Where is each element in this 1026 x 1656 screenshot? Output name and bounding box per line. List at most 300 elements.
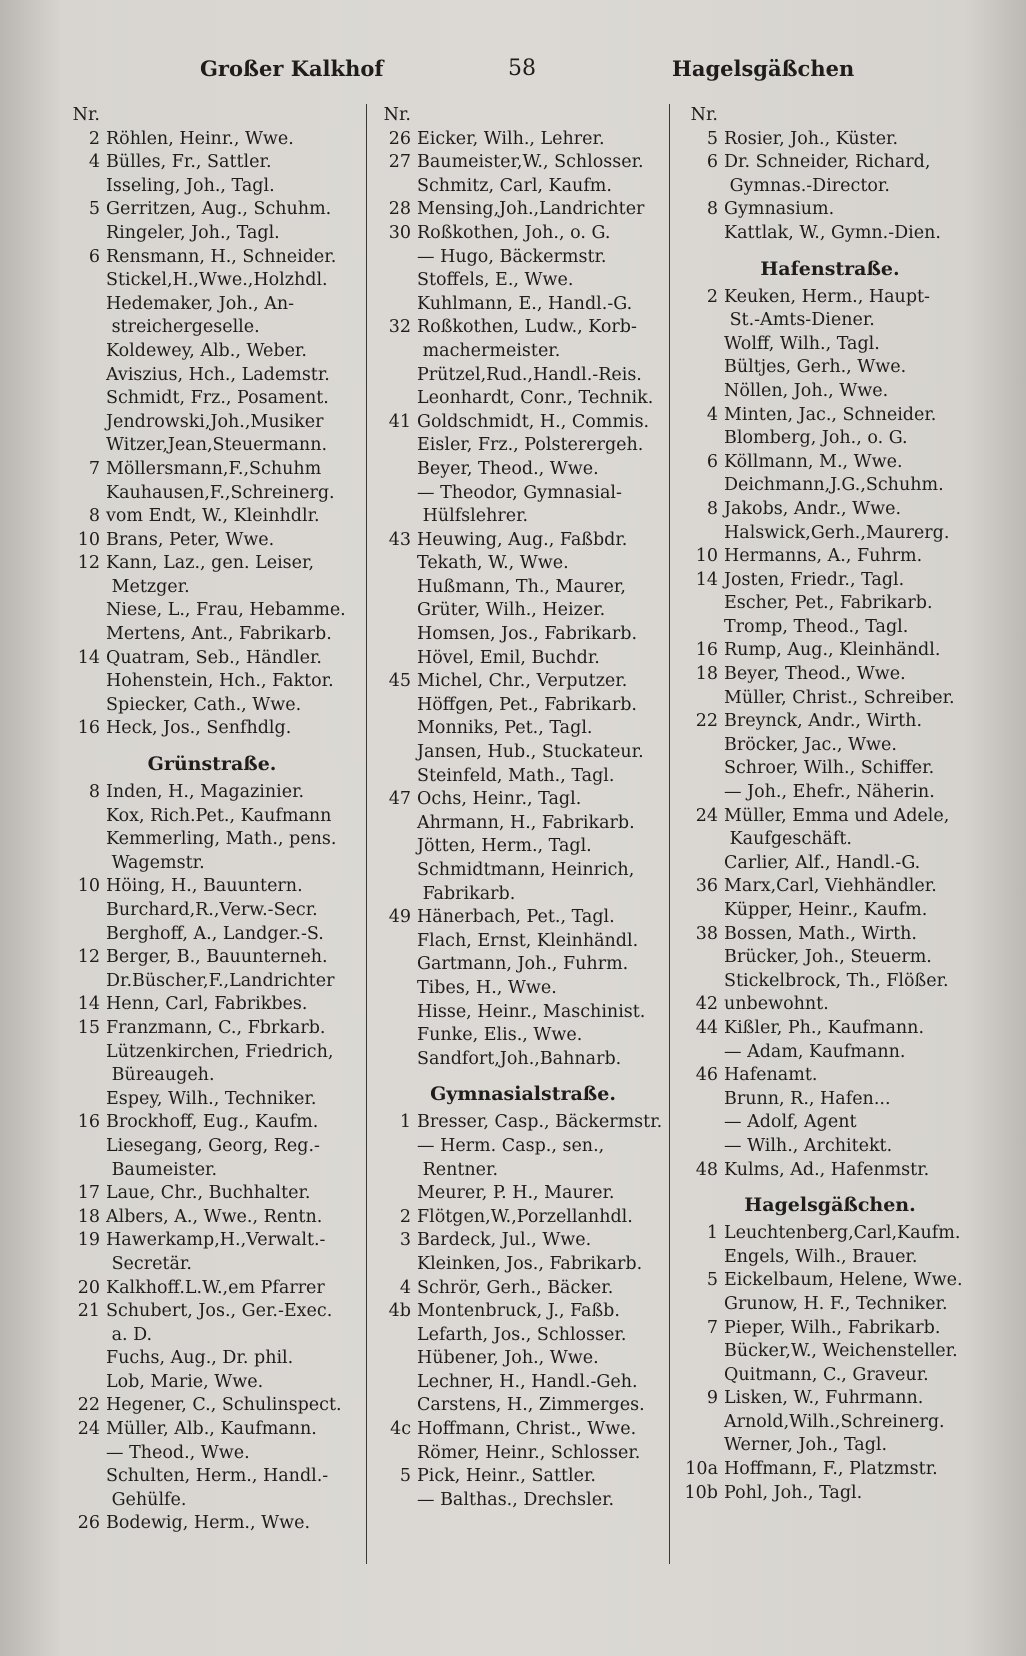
- directory-entry: [373, 670, 673, 694]
- directory-entry: [373, 883, 673, 907]
- resident-entry: — Hugo, Bäckermstr.: [417, 246, 607, 267]
- house-number: 3: [399, 1230, 411, 1251]
- house-number: 4c: [390, 1419, 411, 1440]
- resident-entry: Blomberg, Joh., o. G.: [724, 428, 908, 449]
- resident-entry: Rump, Aug., Kleinhändl.: [724, 640, 941, 661]
- resident-entry: Kann, Laz., gen. Leiser,: [106, 553, 315, 574]
- directory-entry: [373, 222, 673, 246]
- street-heading: Grünstraße.: [147, 753, 277, 776]
- directory-entry: [62, 1111, 362, 1135]
- directory-entry: [373, 1442, 673, 1466]
- house-number: 7: [706, 1317, 718, 1338]
- house-number: 14: [77, 994, 100, 1015]
- directory-entry: [373, 1489, 673, 1513]
- directory-entry: [373, 694, 673, 718]
- resident-entry: Schmitz, Carl, Kaufm.: [417, 175, 612, 196]
- resident-entry: Isseling, Joh., Tagl.: [106, 175, 275, 196]
- house-number: 14: [695, 569, 718, 590]
- directory-entry: [373, 1001, 673, 1025]
- directory-entry: [373, 505, 673, 529]
- directory-entry: [373, 1371, 673, 1395]
- resident-entry: Rentner.: [417, 1159, 499, 1180]
- directory-entry: [62, 1489, 362, 1513]
- resident-entry: Steinfeld, Math., Tagl.: [417, 765, 615, 786]
- resident-entry: Hedemaker, Joh., An-: [106, 293, 295, 314]
- resident-entry: Kemmerling, Math., pens.: [106, 829, 337, 850]
- directory-entry: [680, 639, 980, 663]
- directory-entry: [373, 1253, 673, 1277]
- house-number: Nr.: [690, 105, 718, 125]
- resident-entry: Jendrowski,Joh.,Musiker: [106, 411, 324, 432]
- directory-entry: [680, 1317, 980, 1341]
- resident-entry: Jakobs, Andr., Wwe.: [724, 498, 902, 519]
- resident-entry: Kalkhoff.L.W.,em Pfarrer: [106, 1277, 325, 1298]
- resident-entry: Kißler, Ph., Kaufmann.: [724, 1017, 925, 1038]
- resident-entry: — Joh., Ehefr., Näherin.: [724, 782, 935, 803]
- directory-entry: [680, 427, 980, 451]
- directory-entry: [373, 576, 673, 600]
- directory-entry: [62, 505, 362, 529]
- directory-entry: [62, 599, 362, 623]
- house-number: 22: [695, 711, 718, 732]
- page-header: [0, 56, 1026, 96]
- directory-entry: [373, 411, 673, 435]
- directory-entry: [62, 1041, 362, 1065]
- resident-entry: Hoffmann, F., Platzmstr.: [724, 1459, 938, 1480]
- resident-entry: Schroer, Wilh., Schiffer.: [724, 758, 935, 779]
- resident-entry: Leuchtenberg,Carl,Kaufm.: [724, 1223, 961, 1244]
- resident-entry: Pick, Heinr., Sattler.: [417, 1466, 596, 1487]
- resident-entry: Josten, Friedr., Tagl.: [724, 569, 905, 590]
- directory-entry: [62, 781, 362, 805]
- directory-entry: [62, 222, 362, 246]
- directory-entry: [62, 1064, 362, 1088]
- directory-entry: [373, 151, 673, 175]
- resident-entry: Rosier, Joh., Küster.: [724, 128, 899, 149]
- directory-entry: [680, 198, 980, 222]
- resident-entry: — Theod., Wwe.: [106, 1442, 250, 1463]
- directory-entry: [62, 647, 362, 671]
- resident-entry: Lechner, H., Handl.-Geh.: [417, 1371, 638, 1392]
- resident-entry: a. D.: [106, 1324, 153, 1345]
- resident-entry: Stoffels, E., Wwe.: [417, 270, 574, 291]
- directory-entry: [62, 316, 362, 340]
- house-number: 5: [399, 1466, 411, 1487]
- resident-entry: Witzer,Jean,Steuermann.: [106, 435, 328, 456]
- resident-entry: Grüter, Wilh., Heizer.: [417, 600, 606, 621]
- resident-entry: Meurer, P. H., Maurer.: [417, 1183, 615, 1204]
- directory-entry: [62, 482, 362, 506]
- directory-entry: [373, 1394, 673, 1418]
- resident-entry: Bültjes, Gerh., Wwe.: [724, 357, 907, 378]
- resident-entry: Homsen, Jos., Fabrikarb.: [417, 624, 638, 645]
- house-number: 16: [77, 718, 100, 739]
- house-number: 32: [388, 317, 411, 338]
- directory-entry: [680, 151, 980, 175]
- header-right-street: Hagelsgäßchen: [672, 56, 855, 81]
- directory-entry: [62, 198, 362, 222]
- house-number: 24: [695, 805, 718, 826]
- resident-entry: Kuhlmann, E., Handl.-G.: [417, 293, 633, 314]
- resident-entry: Heck, Jos., Senfhdlg.: [106, 718, 292, 739]
- directory-entry: [373, 599, 673, 623]
- resident-entry: Hermanns, A., Fuhrm.: [724, 546, 923, 567]
- directory-entry: [680, 687, 980, 711]
- house-number: 5: [706, 128, 718, 149]
- directory-entry: [680, 333, 980, 357]
- resident-entry: Jansen, Hub., Stuckateur.: [417, 742, 644, 763]
- directory-entry: [62, 246, 362, 270]
- house-number: Nr.: [72, 105, 100, 125]
- directory-entry: [62, 1017, 362, 1041]
- resident-entry: Beyer, Theod., Wwe.: [417, 458, 599, 479]
- resident-entry: Kauhausen,F.,Schreinerg.: [106, 482, 335, 503]
- column-divider: [669, 104, 670, 1564]
- resident-entry: Baumeister,W., Schlosser.: [417, 152, 644, 173]
- resident-entry: Rensmann, H., Schneider.: [106, 246, 337, 267]
- resident-entry: Röhlen, Heinr., Wwe.: [106, 128, 294, 149]
- directory-entry: [62, 340, 362, 364]
- resident-entry: Bücker,W., Weichensteller.: [724, 1341, 958, 1362]
- directory-entry: [62, 1159, 362, 1183]
- directory-entry: [62, 128, 362, 152]
- house-number: 10a: [685, 1459, 718, 1480]
- resident-entry: Höing, H., Bauuntern.: [106, 876, 303, 897]
- directory-entry: [373, 1229, 673, 1253]
- directory-entry: [62, 717, 362, 741]
- resident-entry: Schulten, Herm., Handl.-: [106, 1466, 329, 1487]
- directory-entry: [680, 1017, 980, 1041]
- resident-entry: Kox, Rich.Pet., Kaufmann: [106, 805, 332, 826]
- directory-entry: [62, 1182, 362, 1206]
- house-number: 6: [706, 451, 718, 472]
- directory-entry: [680, 1482, 980, 1506]
- resident-entry: Michel, Chr., Verputzer.: [417, 671, 628, 692]
- house-number: 18: [77, 1206, 100, 1227]
- resident-entry: Arnold,Wilh.,Schreinerg.: [724, 1411, 945, 1432]
- directory-entry: [680, 474, 980, 498]
- directory-entry: [62, 364, 362, 388]
- house-number: 27: [388, 152, 411, 173]
- directory-entry: [680, 380, 980, 404]
- directory-entry: [680, 1387, 980, 1411]
- house-number: 41: [388, 411, 411, 432]
- directory-entry: [373, 977, 673, 1001]
- resident-entry: Escher, Pet., Fabrikarb.: [724, 593, 933, 614]
- directory-entry: [62, 1253, 362, 1277]
- directory-entry: [373, 364, 673, 388]
- resident-entry: Eickelbaum, Helene, Wwe.: [724, 1270, 963, 1291]
- resident-entry: Bresser, Casp., Bäckermstr.: [417, 1112, 663, 1133]
- resident-entry: Carstens, H., Zimmerges.: [417, 1395, 645, 1416]
- directory-entry: [62, 529, 362, 553]
- house-number: 7: [88, 458, 100, 479]
- resident-entry: Brans, Peter, Wwe.: [106, 529, 275, 550]
- resident-entry: Dr. Schneider, Richard,: [724, 152, 931, 173]
- directory-entry: [62, 805, 362, 829]
- directory-entry: [62, 923, 362, 947]
- resident-entry: Grunow, H. F., Techniker.: [724, 1293, 948, 1314]
- resident-entry: Eicker, Wilh., Lehrer.: [417, 128, 605, 149]
- resident-entry: Bülles, Fr., Sattler.: [106, 152, 272, 173]
- resident-entry: Prützel,Rud.,Handl.-Reis.: [417, 364, 642, 385]
- resident-entry: Gehülfe.: [106, 1489, 187, 1510]
- directory-entry: [373, 812, 673, 836]
- directory-entry: [62, 1300, 362, 1324]
- resident-entry: Hußmann, Th., Maurer,: [417, 576, 626, 597]
- resident-entry: Sandfort,Joh.,Bahnarb.: [417, 1048, 622, 1069]
- house-number: 30: [388, 222, 411, 243]
- directory-entry: [62, 175, 362, 199]
- house-number: 24: [77, 1419, 100, 1440]
- resident-entry: Keuken, Herm., Haupt-: [724, 286, 930, 307]
- directory-entry: [373, 482, 673, 506]
- house-number: 9: [706, 1388, 718, 1409]
- directory-entry: [62, 1135, 362, 1159]
- directory-entry: [62, 411, 362, 435]
- house-number: 6: [88, 246, 100, 267]
- directory-entry: [373, 788, 673, 812]
- house-number: 43: [388, 529, 411, 550]
- resident-entry: Pieper, Wilh., Fabrikarb.: [724, 1317, 941, 1338]
- resident-entry: Berger, B., Bauunterneh.: [106, 947, 328, 968]
- resident-entry: Deichmann,J.G.,Schuhm.: [724, 475, 944, 496]
- directory-entry: [373, 906, 673, 930]
- resident-entry: Montenbruck, J., Faßb.: [417, 1301, 620, 1322]
- resident-entry: Hegener, C., Schulinspect.: [106, 1395, 342, 1416]
- directory-entry: [680, 545, 980, 569]
- directory-entry: [680, 828, 980, 852]
- resident-entry: Schmidt, Frz., Posament.: [106, 388, 329, 409]
- resident-entry: Inden, H., Magazinier.: [106, 782, 305, 803]
- directory-entry: [373, 387, 673, 411]
- directory-entry: [373, 1206, 673, 1230]
- directory-entry: [373, 340, 673, 364]
- header-left-street: Großer Kalkhof: [200, 56, 384, 81]
- resident-entry: unbewohnt.: [724, 994, 829, 1015]
- resident-entry: Flötgen,W.,Porzellanhdl.: [417, 1206, 633, 1227]
- house-number: 4: [88, 152, 100, 173]
- resident-entry: Baumeister.: [106, 1159, 218, 1180]
- directory-entry: [373, 930, 673, 954]
- resident-entry: Brunn, R., Hafen...: [724, 1088, 891, 1109]
- resident-entry: Tekath, W., Wwe.: [417, 553, 569, 574]
- resident-entry: Quitmann, C., Graveur.: [724, 1364, 929, 1385]
- house-number: 10: [77, 529, 100, 550]
- column-3: [680, 104, 980, 1634]
- resident-entry: Römer, Heinr., Schlosser.: [417, 1442, 641, 1463]
- directory-entry: [373, 104, 673, 128]
- house-number: 1: [399, 1112, 411, 1133]
- resident-entry: Metzger.: [106, 576, 190, 597]
- house-number: 2: [88, 128, 100, 149]
- resident-entry: Müller, Christ., Schreiber.: [724, 687, 955, 708]
- directory-entry: [680, 1088, 980, 1112]
- resident-entry: Ahrmann, H., Fabrikarb.: [417, 812, 635, 833]
- house-number: 5: [88, 199, 100, 220]
- resident-entry: Hülfslehrer.: [417, 506, 529, 527]
- directory-entry: [680, 781, 980, 805]
- directory-entry: [680, 899, 980, 923]
- house-number: 1: [706, 1223, 718, 1244]
- resident-entry: Büreaugeh.: [106, 1065, 215, 1086]
- directory-entry: [680, 222, 980, 246]
- directory-entry: [680, 1222, 980, 1246]
- directory-entry: [680, 757, 980, 781]
- resident-entry: Hoffmann, Christ., Wwe.: [417, 1419, 637, 1440]
- directory-entry: [373, 1277, 673, 1301]
- directory-entry: [62, 552, 362, 576]
- house-number: 8: [706, 498, 718, 519]
- directory-entry: [62, 1465, 362, 1489]
- directory-entry: [680, 1111, 980, 1135]
- house-number: 47: [388, 789, 411, 810]
- directory-entry: [62, 576, 362, 600]
- house-number: 36: [695, 876, 718, 897]
- resident-entry: Jötten, Herm., Tagl.: [417, 836, 592, 857]
- directory-entry: [680, 970, 980, 994]
- house-number: 22: [77, 1395, 100, 1416]
- house-number: 8: [88, 506, 100, 527]
- directory-entry: [373, 859, 673, 883]
- resident-entry: Möllersmann,F.,Schuhm: [106, 458, 322, 479]
- resident-entry: Höffgen, Pet., Fabrikarb.: [417, 694, 637, 715]
- directory-entry: [62, 434, 362, 458]
- resident-entry: Müller, Alb., Kaufmann.: [106, 1419, 317, 1440]
- resident-entry: Brücker, Joh., Steuerm.: [724, 947, 932, 968]
- resident-entry: Gerritzen, Aug., Schuhm.: [106, 199, 332, 220]
- resident-entry: Laue, Chr., Buchhalter.: [106, 1183, 311, 1204]
- directory-entry: [373, 1159, 673, 1183]
- resident-entry: Bröcker, Jac., Wwe.: [724, 734, 897, 755]
- resident-entry: Roßkothen, Joh., o. G.: [417, 222, 611, 243]
- directory-entry: [62, 899, 362, 923]
- directory-entry: [62, 104, 362, 128]
- street-heading: Hafenstraße.: [760, 257, 900, 280]
- resident-entry: Schmidtmann, Heinrich,: [417, 860, 635, 880]
- resident-entry: Küpper, Heinr., Kaufm.: [724, 900, 928, 920]
- resident-entry: Albers, A., Wwe., Rentn.: [106, 1206, 323, 1227]
- column-1: [62, 104, 362, 1634]
- directory-entry: [680, 663, 980, 687]
- resident-entry: Tromp, Theod., Tagl.: [724, 616, 909, 637]
- directory-entry: [373, 1024, 673, 1048]
- directory-entry: [680, 1064, 980, 1088]
- directory-entry: [680, 993, 980, 1017]
- directory-entry: [373, 434, 673, 458]
- resident-entry: Lob, Marie, Wwe.: [106, 1371, 264, 1392]
- directory-entry: [373, 1135, 673, 1159]
- directory-entry: [680, 1269, 980, 1293]
- resident-entry: Gartmann, Joh., Fuhrm.: [417, 954, 629, 975]
- directory-entry: [680, 734, 980, 758]
- directory-entry: [373, 647, 673, 671]
- resident-entry: Hafenamt.: [724, 1065, 818, 1086]
- directory-entry: [680, 875, 980, 899]
- directory-entry: [680, 128, 980, 152]
- directory-entry: [62, 623, 362, 647]
- directory-entry: [680, 616, 980, 640]
- directory-entry: [373, 1048, 673, 1072]
- resident-entry: Secretär.: [106, 1253, 192, 1274]
- resident-entry: Tibes, H., Wwe.: [417, 977, 557, 998]
- resident-entry: Dr.Büscher,F.,Landrichter: [106, 970, 335, 991]
- house-number: 44: [695, 1017, 718, 1038]
- resident-entry: Minten, Jac., Schneider.: [724, 404, 937, 425]
- house-number: Nr.: [383, 105, 411, 125]
- resident-entry: Müller, Emma und Adele,: [724, 805, 950, 826]
- house-number: 6: [706, 152, 718, 173]
- directory-entry: [62, 151, 362, 175]
- resident-entry: streichergeselle.: [106, 317, 260, 338]
- directory-entry: [373, 1347, 673, 1371]
- resident-entry: Niese, L., Frau, Hebamme.: [106, 600, 346, 621]
- resident-entry: Hübener, Joh., Wwe.: [417, 1348, 599, 1369]
- resident-entry: Lefarth, Jos., Schlosser.: [417, 1324, 627, 1345]
- resident-entry: Ringeler, Joh., Tagl.: [106, 222, 280, 243]
- house-number: 4: [399, 1277, 411, 1298]
- resident-entry: Bardeck, Jul., Wwe.: [417, 1230, 592, 1251]
- resident-entry: Breynck, Andr., Wirth.: [724, 711, 923, 732]
- directory-entry: [373, 1465, 673, 1489]
- house-number: 5: [706, 1270, 718, 1291]
- directory-entry: [680, 1411, 980, 1435]
- directory-entry: [680, 569, 980, 593]
- house-number: 45: [388, 671, 411, 692]
- resident-entry: St.-Amts-Diener.: [724, 310, 875, 331]
- house-number: 12: [77, 553, 100, 574]
- resident-entry: Mertens, Ant., Fabrikarb.: [106, 624, 332, 645]
- resident-entry: Kleinken, Jos., Fabrikarb.: [417, 1253, 643, 1274]
- resident-entry: Stickel,H.,Wwe.,Holzhdl.: [106, 270, 328, 291]
- resident-entry: Spiecker, Cath., Wwe.: [106, 694, 302, 715]
- resident-entry: Liesegang, Georg, Reg.-: [106, 1135, 320, 1156]
- house-number: 10: [695, 546, 718, 567]
- street-heading: Hagelsgäßchen.: [744, 1194, 916, 1217]
- resident-entry: Quatram, Seb., Händler.: [106, 647, 322, 668]
- street-heading: Gymnasialstraße.: [430, 1083, 616, 1106]
- directory-entry: [62, 694, 362, 718]
- resident-entry: vom Endt, W., Kleinhdlr.: [106, 506, 320, 527]
- directory-entry: [373, 529, 673, 553]
- resident-entry: Fuchs, Aug., Dr. phil.: [106, 1348, 294, 1369]
- directory-entry: [680, 309, 980, 333]
- resident-entry: Gymnasium.: [724, 199, 835, 220]
- directory-entry: [62, 1418, 362, 1442]
- resident-entry: Köllmann, M., Wwe.: [724, 451, 903, 472]
- resident-entry: Franzmann, C., Fbrkarb.: [106, 1017, 326, 1038]
- directory-entry: [680, 1293, 980, 1317]
- resident-entry: Espey, Wilh., Techniker.: [106, 1088, 317, 1109]
- house-number: 16: [77, 1112, 100, 1133]
- resident-entry: Brockhoff, Eug., Kaufm.: [106, 1112, 319, 1133]
- resident-entry: Kulms, Ad., Hafenmstr.: [724, 1159, 930, 1180]
- directory-entry: [680, 1159, 980, 1183]
- resident-entry: — Balthas., Drechsler.: [417, 1489, 615, 1510]
- resident-entry: Kattlak, W., Gymn.-Dien.: [724, 222, 941, 243]
- directory-entry: [680, 1041, 980, 1065]
- directory-entry: [680, 1246, 980, 1270]
- directory-entry: [373, 765, 673, 789]
- directory-entry: [680, 592, 980, 616]
- resident-entry: Leonhardt, Conr., Technik.: [417, 388, 654, 409]
- directory-entry: [680, 710, 980, 734]
- directory-entry: [62, 828, 362, 852]
- directory-entry: [373, 623, 673, 647]
- directory-entry: [680, 1340, 980, 1364]
- resident-entry: Kaufgeschäft.: [724, 829, 852, 850]
- directory-entry: [62, 1512, 362, 1536]
